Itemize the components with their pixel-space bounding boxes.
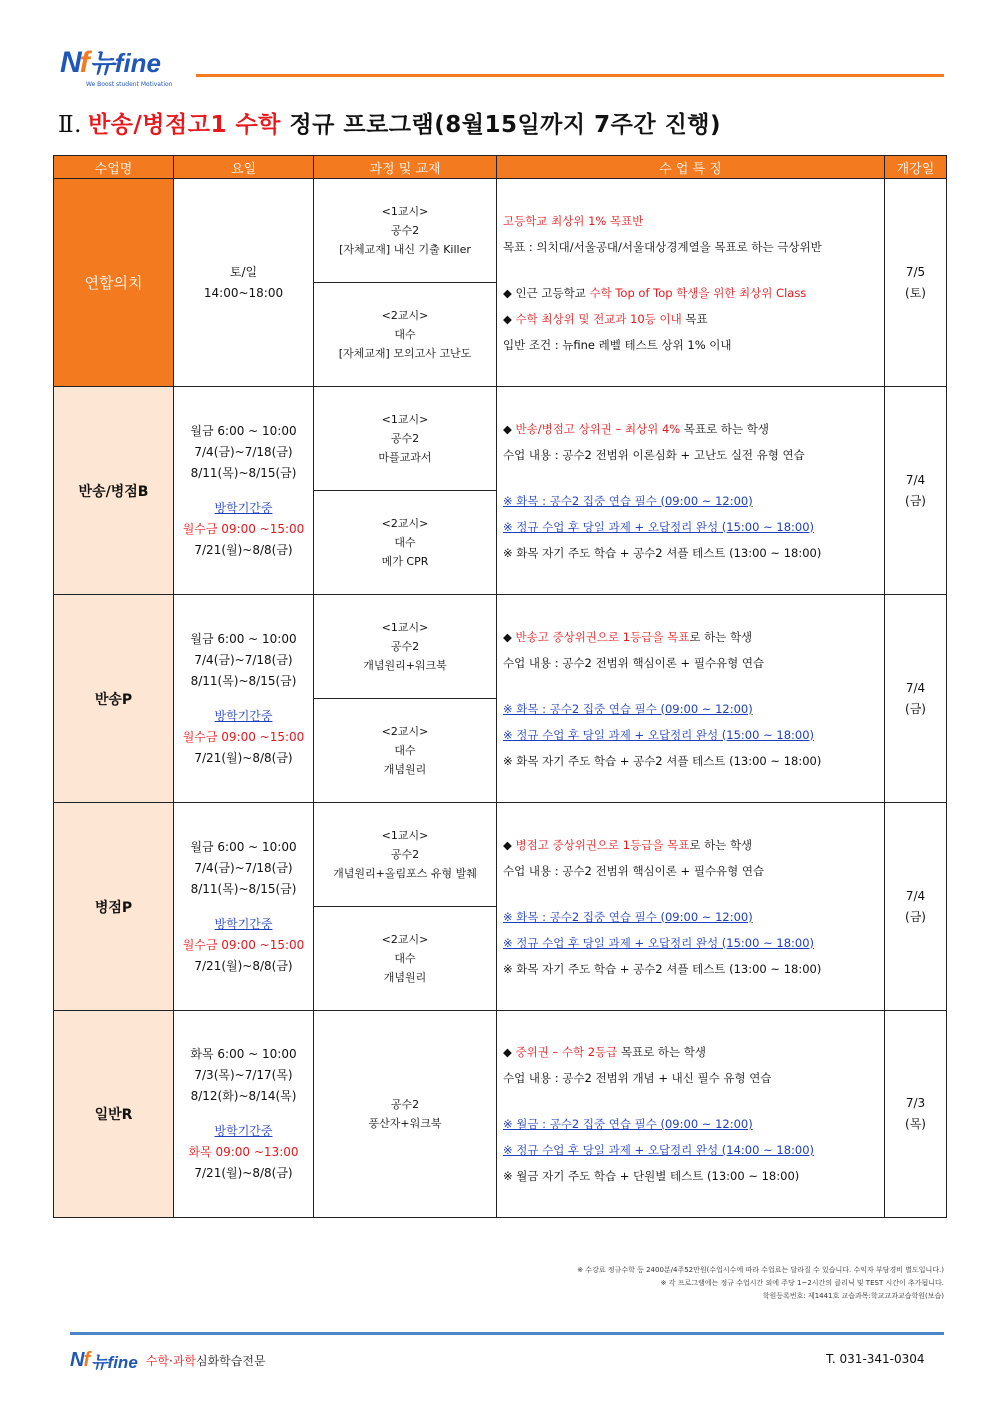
table-row bbox=[54, 387, 947, 491]
table-header-row bbox=[54, 156, 947, 179]
features-cell: ◆ 반송/병점고 상위권 – 최상위 4% 목표로 하는 학생 수업 내용 : 공수2 전범위 이론심화 + 고난도 실전 유형 연습 ※ 화목 : 공수2 집중 연습 필수 (09:00 ~ 12:00) ※ 정규 수업 후 당일 과제 + 오답정리 완성 (15:00 ~ 18:00) ※ 화목 자기 주도 학습 + 공수2 셔플 테스트 (13:00 ~ 18:00) bbox=[497, 387, 885, 595]
schedule-cell: 월금 6:00 ~ 10:00 7/4(금)~7/18(금) 8/11(목)~8/15(금) 방학기간중 월수금 09:00 ~15:00 7/21(월)~8/8(금) bbox=[174, 595, 314, 803]
logo-mark: Nf bbox=[60, 46, 88, 79]
footer-logo-name: 뉴fine bbox=[91, 1353, 138, 1372]
table-row bbox=[54, 1011, 947, 1218]
open-date-cell: 7/4 (금) bbox=[885, 387, 947, 595]
schedule-cell: 화목 6:00 ~ 10:00 7/3(목)~7/17(목) 8/12(화)~8/14(목) 방학기간중 화목 09:00 ~13:00 7/21(월)~8/8(금) bbox=[174, 1011, 314, 1218]
open-date-cell: 7/4 (금) bbox=[885, 803, 947, 1011]
course-period-1: <1교시> 공수2 개념원리+워크북 bbox=[314, 595, 497, 699]
course-period-2: <2교시> 대수 개념원리 bbox=[314, 699, 497, 803]
footnote: ※ 수강료 정규수학 등 2400분/4주52만원(수업시수에 따라 수업료는 달라질 수 있습니다. 수익자 부담경비 별도입니다.) bbox=[577, 1266, 944, 1274]
footer-phone: T. 031-341-0304 bbox=[826, 1352, 925, 1366]
course-period-1: <1교시> 공수2 개념원리+올림포스 유형 발췌 bbox=[314, 803, 497, 907]
features-cell: ◆ 병점고 중상위권으로 1등급을 목표로 하는 학생 수업 내용 : 공수2 전범위 핵심이론 + 필수유형 연습 ※ 화목 : 공수2 집중 연습 필수 (09:00 ~ 12:00) ※ 정규 수업 후 당일 과제 + 오답정리 완성 (15:00 ~ 18:00) ※ 화목 자기 주도 학습 + 공수2 셔플 테스트 (13:00 ~ 18:00) bbox=[497, 803, 885, 1011]
brand-logo bbox=[60, 46, 173, 88]
course-period-2: <2교시> 대수 개념원리 bbox=[314, 907, 497, 1011]
table-row bbox=[54, 179, 947, 283]
course-period-1: <1교시> 공수2 마플교과서 bbox=[314, 387, 497, 491]
open-date-cell: 7/4 (금) bbox=[885, 595, 947, 803]
course-period-2: <2교시> 대수 [자체교재] 모의고사 고난도 bbox=[314, 283, 497, 387]
class-name: 일반R bbox=[54, 1011, 174, 1218]
features-cell: ◆ 중위권 – 수학 2등급 목표로 하는 학생 수업 내용 : 공수2 전범위 개념 + 내신 필수 유형 연습 ※ 월금 : 공수2 집중 연습 필수 (09:00 ~ 12:00) ※ 정규 수업 후 당일 과제 + 오답정리 완성 (14:00 ~ 18:00) ※ 월금 자기 주도 학습 + 단원별 테스트 (13:00 ~ 18:00) bbox=[497, 1011, 885, 1218]
table-row bbox=[54, 803, 947, 907]
program-table bbox=[53, 155, 947, 1218]
open-date-cell: 7/3 (목) bbox=[885, 1011, 947, 1218]
header-divider bbox=[196, 74, 944, 77]
footer-logo-mark: Nf bbox=[70, 1349, 90, 1371]
class-name: 반송P bbox=[54, 595, 174, 803]
open-date-cell: 7/5 (토) bbox=[885, 179, 947, 387]
logo-tagline: We Boost student Motivation bbox=[86, 81, 173, 88]
footer-slogan: 수학·과학심화학습전문 bbox=[145, 1354, 266, 1368]
header-schedule: 요일 bbox=[174, 156, 314, 179]
footer-logo bbox=[70, 1348, 266, 1373]
footnote: ※ 각 프로그램에는 정규 수업시간 외에 주당 1~2시간의 클리닉 및 TEST 시간이 추가됩니다. bbox=[660, 1279, 944, 1287]
logo-name: 뉴fine bbox=[89, 48, 162, 78]
footer-divider bbox=[70, 1332, 944, 1335]
table-row bbox=[54, 595, 947, 699]
footnote: 학원등록번호: 제1441호 교습과목:학교교과교습학원(보습) bbox=[762, 1292, 944, 1300]
features-cell: ◆ 반송고 중상위권으로 1등급을 목표로 하는 학생 수업 내용 : 공수2 전범위 핵심이론 + 필수유형 연습 ※ 화목 : 공수2 집중 연습 필수 (09:00 ~ 12:00) ※ 정규 수업 후 당일 과제 + 오답정리 완성 (15:00 ~ 18:00) ※ 화목 자기 주도 학습 + 공수2 셔플 테스트 (13:00 ~ 18:00) bbox=[497, 595, 885, 803]
header-class-name: 수업명 bbox=[54, 156, 174, 179]
schedule-cell: 월금 6:00 ~ 10:00 7/4(금)~7/18(금) 8/11(목)~8/15(금) 방학기간중 월수금 09:00 ~15:00 7/21(월)~8/8(금) bbox=[174, 387, 314, 595]
schedule-cell: 월금 6:00 ~ 10:00 7/4(금)~7/18(금) 8/11(목)~8/15(금) 방학기간중 월수금 09:00 ~15:00 7/21(월)~8/8(금) bbox=[174, 803, 314, 1011]
header-features: 수 업 특 징 bbox=[497, 156, 885, 179]
header-course: 과정 및 교재 bbox=[314, 156, 497, 179]
features-cell: 고등학교 최상위 1% 목표반 목표 : 의치대/서울공대/서울대상경계열을 목표로 하는 극상위반 ◆ 인근 고등학교 수학 Top of Top 학생을 위한 최상위 Class ◆ 수학 최상위 및 전교과 10등 이내 목표 입반 조건 : 뉴fine 레벨 테스트 상위 1% 이내 bbox=[497, 179, 885, 387]
schedule-cell: 토/일 14:00~18:00 bbox=[174, 179, 314, 387]
course-period-1: <1교시> 공수2 [자체교재] 내신 기출 Killer bbox=[314, 179, 497, 283]
course-cell: 공수2 풍산자+워크북 bbox=[314, 1011, 497, 1218]
class-name: 병점P bbox=[54, 803, 174, 1011]
class-name: 반송/병점B bbox=[54, 387, 174, 595]
class-name: 연합의치 bbox=[54, 179, 174, 387]
header-open-date: 개강일 bbox=[885, 156, 947, 179]
course-period-2: <2교시> 대수 메가 CPR bbox=[314, 491, 497, 595]
page-title: Ⅱ. 반송/병점고1 수학 정규 프로그램(8월15일까지 7주간 진행) bbox=[58, 112, 722, 138]
footnotes bbox=[577, 1264, 944, 1303]
